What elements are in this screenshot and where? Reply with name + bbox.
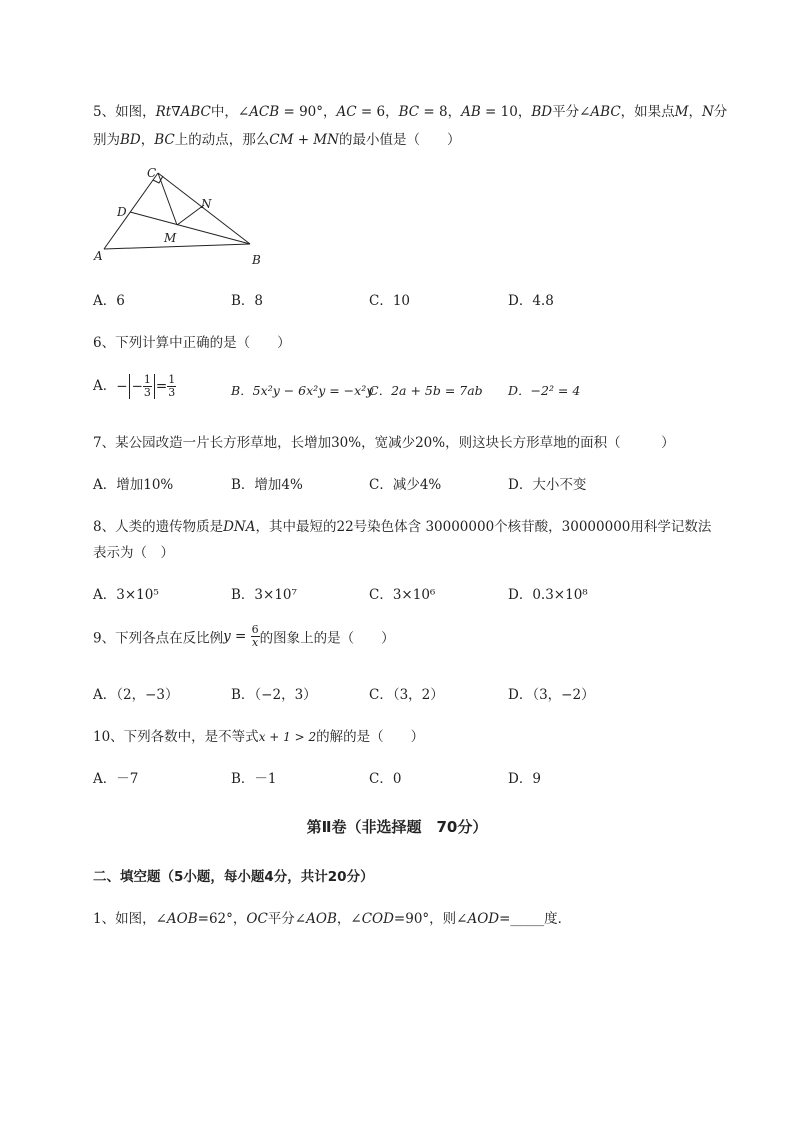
fill1-aod: AOD bbox=[467, 911, 500, 927]
q10-text: 10、下列各数中，是不等式 bbox=[93, 729, 259, 745]
fill1-text: =62°， bbox=[197, 911, 247, 927]
fill1-aob: AOB bbox=[166, 911, 198, 927]
q10-stem bbox=[93, 725, 424, 745]
q6-stem: 6、下列计算中正确的是（ ） bbox=[93, 335, 291, 351]
q7-option-b[interactable]: B．增加4% bbox=[231, 477, 303, 493]
q5-acb: ACB bbox=[249, 104, 280, 120]
q8-option-c[interactable]: C．3×10⁶ bbox=[369, 587, 436, 603]
q8-line1 bbox=[93, 515, 711, 535]
fraction-numerator: 1 bbox=[168, 373, 176, 386]
q5-text: 的最小值是（ ） bbox=[338, 132, 461, 148]
q5-text: 别为 bbox=[93, 132, 120, 148]
q7-option-d[interactable]: D．大小不变 bbox=[508, 477, 587, 493]
q9-text: 的图象上的是（ ） bbox=[259, 630, 395, 647]
equals-sign: = bbox=[230, 628, 251, 645]
q7-option-a[interactable]: A．增加10% bbox=[93, 477, 174, 493]
fill1-text: ，∠ bbox=[336, 911, 362, 927]
q8-text: 8、人类的遗传物质是 bbox=[93, 519, 224, 535]
q10-option-d[interactable]: D．9 bbox=[508, 771, 541, 787]
fraction-denominator: 3 bbox=[168, 386, 176, 399]
q5-abc: ABC bbox=[590, 104, 621, 120]
fill1-text: =90°，则∠ bbox=[393, 911, 468, 927]
q5-m: M bbox=[674, 104, 689, 120]
q5-n: N bbox=[701, 104, 714, 120]
fill1-answer-blank: =_____度． bbox=[499, 911, 572, 927]
q9-stem bbox=[93, 624, 395, 649]
fraction-one-third bbox=[143, 374, 152, 399]
triangle-symbol: ∇ bbox=[171, 104, 181, 120]
q6-option-a[interactable] bbox=[93, 374, 176, 399]
q5-text: 5、如图， bbox=[93, 104, 156, 120]
q8-option-d[interactable]: D．0.3×10⁸ bbox=[508, 587, 588, 603]
q7-option-c[interactable]: C．减少4% bbox=[369, 477, 442, 493]
fill1-aob: AOB bbox=[306, 911, 337, 927]
label-b: B bbox=[252, 253, 261, 267]
q5-text: 上的动点，那么 bbox=[174, 132, 270, 148]
q5-option-c[interactable]: C．10 bbox=[369, 293, 411, 309]
q8-option-a[interactable]: A．3×10⁵ bbox=[93, 587, 159, 603]
q5-text: = 6， bbox=[356, 104, 399, 120]
q5-text: = 90°， bbox=[279, 104, 337, 120]
q5-text: = 10， bbox=[480, 104, 532, 120]
fill-question-1 bbox=[93, 907, 571, 927]
q5-ac: AC bbox=[336, 104, 357, 120]
label-m: M bbox=[164, 231, 177, 245]
q10-text: 的解的是（ ） bbox=[316, 729, 425, 745]
label-c: C bbox=[147, 166, 157, 180]
q5-option-d[interactable]: D．4.8 bbox=[508, 293, 554, 309]
q5-bc: BC bbox=[154, 132, 175, 148]
q10-option-a[interactable]: A．－7 bbox=[93, 771, 139, 787]
q5-cm-mn: CM + MN bbox=[269, 132, 339, 148]
label-d: D bbox=[117, 205, 127, 219]
q9-option-c[interactable]: C．（3，2） bbox=[369, 687, 444, 703]
q6-option-a-label: A． bbox=[93, 378, 117, 394]
q5-text: 分 bbox=[713, 104, 728, 120]
q8-option-b[interactable]: B．3×10⁷ bbox=[231, 587, 297, 603]
q9-text: 9、下列各点在反比例 bbox=[93, 630, 224, 647]
fraction-denominator: x bbox=[252, 636, 259, 649]
q5-bd: BD bbox=[531, 104, 553, 120]
label-n: N bbox=[201, 197, 212, 211]
q8-line2: 表示为（ ） bbox=[93, 545, 174, 561]
q10-inequality: x + 1 > 2 bbox=[258, 730, 317, 744]
segment-mn bbox=[177, 205, 204, 225]
q5-text: = 8， bbox=[419, 104, 462, 120]
q10-option-c[interactable]: C．0 bbox=[369, 771, 402, 787]
q5-bc: BC bbox=[398, 104, 420, 120]
q5-bd: BD bbox=[120, 132, 141, 148]
q5-triangle-figure bbox=[88, 162, 278, 270]
fraction-numerator: 6 bbox=[251, 623, 259, 636]
section-ii-subtitle: 二、填空题（5小题，每小题4分，共计20分） bbox=[93, 869, 374, 885]
q5-text: ，如果点 bbox=[620, 104, 675, 120]
fill1-text: 平分∠ bbox=[267, 911, 307, 927]
segment-ab bbox=[104, 244, 250, 249]
fraction-6-over-x bbox=[251, 624, 260, 649]
q5-option-b[interactable]: B．8 bbox=[231, 293, 264, 309]
q5-text: ， bbox=[688, 104, 702, 120]
q7-stem: 7、某公园改造一片长方形草地，长增加30%，宽减少20%，则这块长方形草地的面积（ ） bbox=[93, 435, 675, 451]
q6-option-b[interactable]: B．5x²y − 6x²y = −x²y bbox=[231, 383, 374, 398]
q10-option-b[interactable]: B．－1 bbox=[231, 771, 277, 787]
q9-option-b[interactable]: B．（−2，3） bbox=[231, 687, 317, 703]
q9-option-d[interactable]: D．（3，−2） bbox=[508, 687, 595, 703]
q5-option-a[interactable]: A．6 bbox=[93, 293, 125, 309]
label-a: A bbox=[94, 249, 103, 263]
fill1-oc: OC bbox=[246, 911, 268, 927]
q8-dna: DNA bbox=[223, 519, 256, 535]
q9-option-a[interactable]: A．（2，−3） bbox=[93, 687, 179, 703]
q5-line1 bbox=[93, 100, 727, 120]
minus-sign: − bbox=[131, 378, 143, 395]
q8-text: ，其中最短的22号染色体含 30000000个核苷酸，30000000用科学记数法 bbox=[255, 519, 712, 535]
fill1-text: 1、如图，∠ bbox=[93, 911, 167, 927]
q5-text: 平分∠ bbox=[552, 104, 591, 120]
q5-text: ， bbox=[140, 132, 155, 148]
segment-ac bbox=[104, 173, 158, 249]
fill1-cod: COD bbox=[361, 911, 394, 927]
fraction-numerator: 1 bbox=[143, 373, 151, 386]
fraction-denominator: 3 bbox=[143, 386, 151, 399]
minus-sign: − bbox=[116, 378, 128, 395]
q5-text: 中，∠ bbox=[210, 104, 250, 120]
segment-db bbox=[130, 212, 250, 244]
equals-sign: = bbox=[155, 378, 168, 395]
q5-line2 bbox=[93, 128, 460, 148]
q5-abc: ABC bbox=[180, 104, 211, 120]
q6-option-d[interactable]: D．−2² = 4 bbox=[508, 383, 581, 398]
q9-y: y bbox=[223, 628, 231, 645]
q5-ab: AB bbox=[461, 104, 481, 120]
section-ii-title: 第Ⅱ卷（非选择题 70分） bbox=[306, 818, 488, 836]
abs-bars bbox=[129, 374, 155, 399]
q6-option-c[interactable]: C．2a + 5b = 7ab bbox=[369, 383, 483, 398]
q5-rt: Rt bbox=[155, 104, 172, 120]
fraction-one-third bbox=[167, 374, 176, 399]
